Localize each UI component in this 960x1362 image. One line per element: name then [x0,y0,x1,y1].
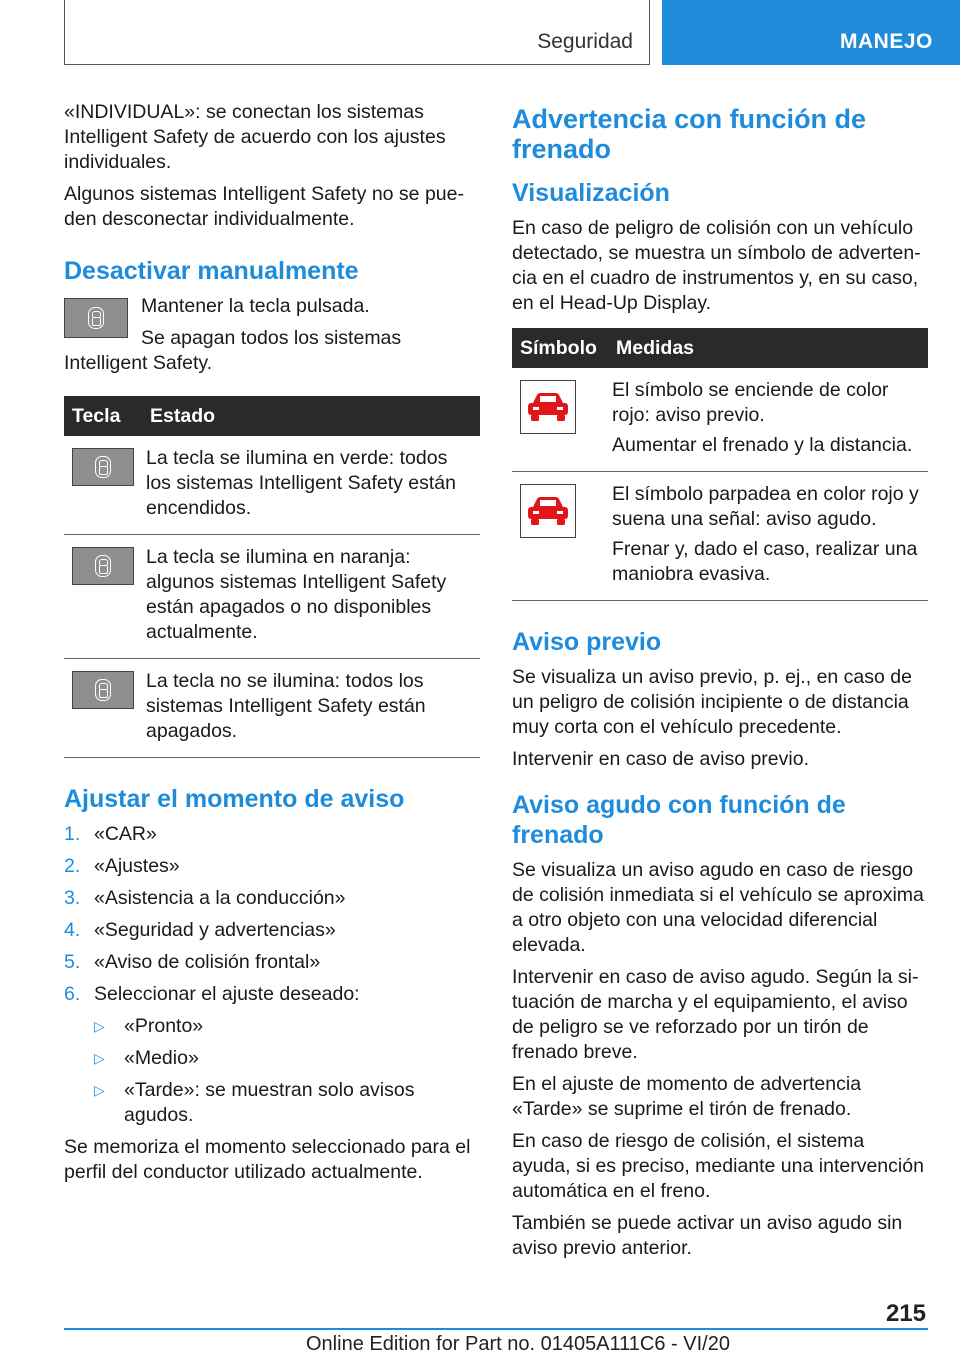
key-status-table [64,396,480,758]
table-header-measures: Medidas [608,328,928,368]
measure-text: El símbolo se enciende de color rojo: aviso previo. [612,379,889,426]
triangle-bullet-icon: ▷ [94,1050,105,1066]
symbol-measures-table [512,328,928,601]
triangle-bullet-icon: ▷ [94,1018,105,1034]
table-header-key: Tecla [64,396,142,436]
intro-paragraph-1: «INDIVIDUAL»: se conectan los sistemas Intelligent Safety de acuerdo con los ajustes individuales. [64,101,446,173]
list-item: 4. «Seguridad y advertencias» [64,919,336,941]
display-paragraph: En caso de peligro de colisión con un vehículo detectado, se muestra un símbolo de advertencia en el cuadro de instrumentos y, en su caso, en el Head-Up Display. [512,217,921,314]
measure-text: El símbolo parpadea en color rojo y suena una señal: aviso agudo. [612,483,919,530]
intelligent-safety-key-icon [64,298,128,338]
manual-off-block [64,294,480,376]
acute-paragraph-4: En caso de riesgo de colisión, el sistema ayuda, si es preciso, mediante una intervención automática en el freno. [512,1130,924,1202]
manual-off-text-2: Se apagan todos los sistemas Intelligent Safety. [64,327,402,374]
option-item: ▷ «Tarde»: se muestran solo avisos agudos. [94,1079,415,1126]
options-list [94,1014,480,1128]
list-item: 6. Seleccionar el ajuste deseado: ▷ «Pronto» ▷ «Medio» ▷ «Tarde»: se muestran solo avisos agudos. [64,982,480,1128]
car-warning-icon [520,380,576,434]
list-item: 1. «CAR» [64,823,157,845]
key-green-icon [72,448,134,486]
header-section-title: Seguridad [537,30,633,53]
header-chapter-tab [662,0,960,65]
manual-off-text-1: Mantener la tecla pulsada. [141,295,370,317]
key-orange-icon [72,547,134,585]
option-item: ▷ «Medio» [94,1047,199,1069]
option-item: ▷ «Pronto» [94,1015,204,1037]
outro-paragraph: Se memoriza el momento seleccionado para el perfil del conductor utilizado actualmente. [64,1136,471,1183]
list-item: 5. «Aviso de colisión frontal» [64,951,321,973]
status-text: La tecla no se ilumina: todos los sistemas Intelligent Safety están apagados. [146,670,426,742]
list-item: 2. «Ajustes» [64,855,180,877]
header-chapter-title: MANEJO [840,30,933,53]
page-number: 215 [885,1300,926,1327]
acute-paragraph-3: En el ajuste de momento de advertencia «Tarde» se suprime el tirón de frenado. [512,1073,862,1120]
heading-brake-warning: Advertencia con función de frenado [512,104,867,164]
status-text: La tecla se ilumina en naranja: algunos sistemas Intelligent Safety están apagados o no disponibles actualmente. [146,546,447,643]
table-row [64,659,480,758]
intro-paragraph-2: Algunos sistemas Intelligent Safety no se pueden desconectar individualmente. [64,183,464,230]
status-text: La tecla se ilumina en verde: todos los sistemas Intelligent Safety están encendidos. [146,447,456,519]
left-column [64,100,480,1192]
heading-display: Visualización [512,179,670,207]
edition-text: Online Edition for Part no. 01405A111C6 - VI/20 [306,1333,730,1355]
table-header-symbol: Símbolo [512,328,608,368]
acute-paragraph-1: Se visualiza un aviso agudo en caso de riesgo de colisión inmediata si el vehículo se aproxima a otro objeto con una velocidad diferencial elevada. [512,859,924,956]
measure-text: Aumentar el frenado y la distancia. [612,434,913,456]
measure-text: Frenar y, dado el caso, realizar una maniobra evasiva. [612,538,918,585]
acute-paragraph-5: También se puede activar un aviso agudo sin aviso previo anterior. [512,1212,903,1259]
heading-acute-warning: Aviso agudo con función de frenado [512,791,846,849]
right-column [512,100,928,1268]
heading-adjust-warning: Ajustar el momento de aviso [64,785,405,813]
table-row [64,436,480,535]
table-header-status: Estado [142,396,480,436]
table-row [512,472,928,601]
pre-warning-paragraph-2: Intervenir en caso de aviso previo. [512,748,809,770]
heading-manual-off: Desactivar manualmente [64,257,359,285]
steps-list [64,822,480,1128]
triangle-bullet-icon: ▷ [94,1082,105,1098]
acute-paragraph-2: Intervenir en caso de aviso agudo. Según la situación de marcha y el equipamiento, el aviso de peligro se ve reforzado por un tirón de frenado breve. [512,966,919,1063]
header-section-box [64,0,650,65]
heading-pre-warning: Aviso previo [512,628,662,656]
list-item: 3. «Asistencia a la conducción» [64,887,346,909]
pre-warning-paragraph-1: Se visualiza un aviso previo, p. ej., en caso de un peligro de colisión incipiente o de distancia muy corta con el vehículo precedente. [512,666,912,738]
table-row [512,368,928,472]
footer-divider [64,1328,928,1330]
car-warning-flashing-icon [520,484,576,538]
table-row [64,535,480,659]
key-off-icon [72,671,134,709]
